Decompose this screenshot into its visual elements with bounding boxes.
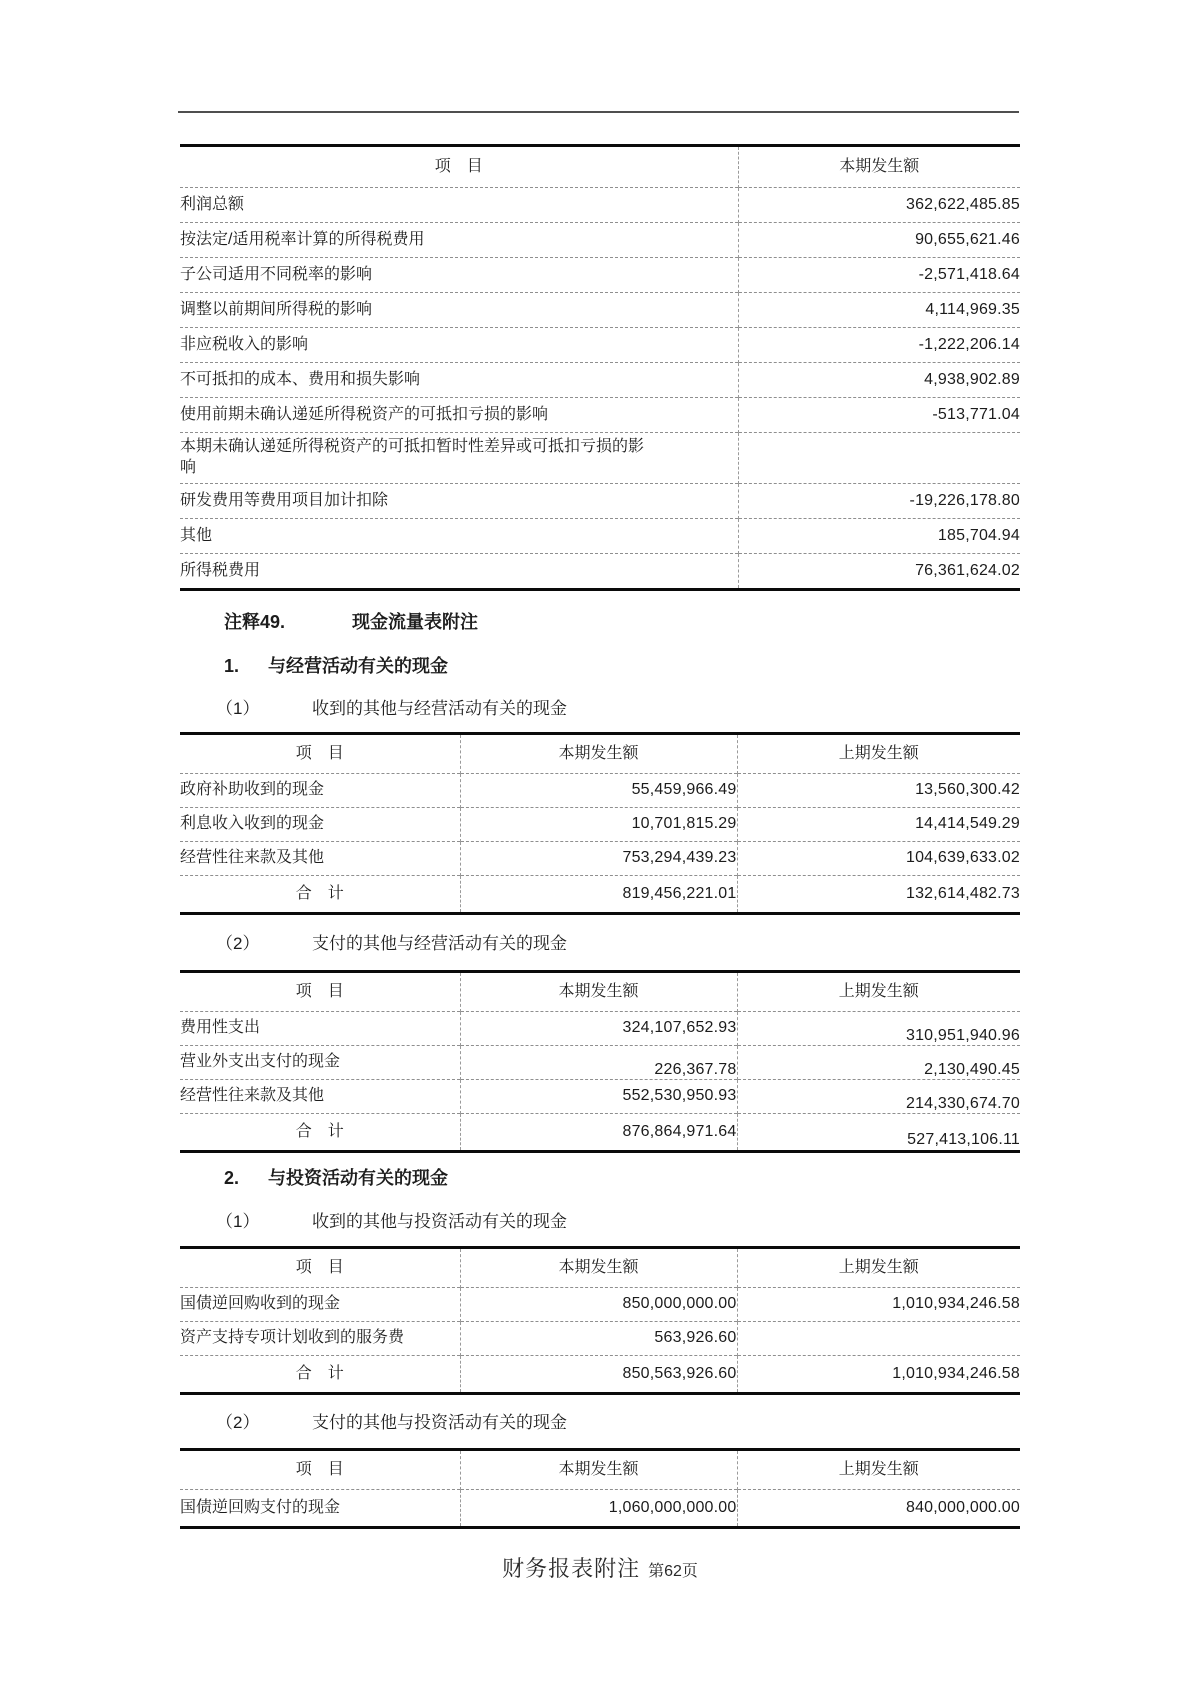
value-cell: 1,010,934,246.58 (737, 1288, 1020, 1322)
value-cell: 324,107,652.93 (460, 1012, 737, 1046)
subsection-title: 支付的其他与投资活动有关的现金 (312, 1413, 567, 1432)
table-row (180, 484, 1020, 519)
note-number: 注释49. (224, 612, 286, 632)
total-row (180, 876, 1020, 914)
value-cell: 185,704.94 (738, 519, 1020, 554)
total-row (180, 1114, 1020, 1152)
column-header-current: 本期发生额 (460, 734, 737, 774)
item-cell: 政府补助收到的现金 (180, 774, 460, 808)
section-number: 1. (224, 656, 240, 676)
value-cell: -2,571,418.64 (738, 258, 1020, 293)
value-cell: 13,560,300.42 (737, 774, 1020, 808)
item-cell: 子公司适用不同税率的影响 (180, 258, 738, 293)
table-row (180, 258, 1020, 293)
value-cell (738, 433, 1020, 484)
column-header-item: 项 目 (434, 157, 483, 175)
value-cell: 850,000,000.00 (460, 1288, 737, 1322)
table-header-row (180, 1248, 1020, 1288)
item-cell: 其他 (180, 519, 738, 554)
note-heading (180, 608, 1020, 634)
column-header-current: 本期发生额 (460, 1450, 737, 1490)
item-cell: 资产支持专项计划收到的服务费 (180, 1322, 460, 1356)
table-row (180, 188, 1020, 223)
column-header-current: 本期发生额 (460, 972, 737, 1012)
table-income-tax-reconciliation (180, 144, 1020, 591)
value-cell: 4,114,969.35 (738, 293, 1020, 328)
value-cell: 1,060,000,000.00 (460, 1490, 737, 1528)
item-cell: 不可抵扣的成本、费用和损失影响 (180, 363, 738, 398)
item-cell (180, 433, 738, 484)
subsection-title: 收到的其他与投资活动有关的现金 (312, 1212, 567, 1231)
subsection-2-1-heading (180, 1207, 1020, 1232)
column-header-current: 本期发生额 (460, 1248, 737, 1288)
value-cell: -1,222,206.14 (738, 328, 1020, 363)
section-2-heading (180, 1164, 1020, 1190)
item-cell: 所得税费用 (180, 554, 738, 590)
table-row (180, 433, 1020, 484)
subsection-number: （1） (216, 699, 260, 718)
subsection-2-2-heading (180, 1408, 1020, 1433)
item-cell: 费用性支出 (180, 1012, 460, 1046)
subsection-number: （1） (216, 1212, 260, 1231)
value-cell: 850,563,926.60 (460, 1356, 737, 1394)
table-row (180, 1012, 1020, 1046)
item-cell: 营业外支出支付的现金 (180, 1046, 460, 1080)
column-header-item: 项 目 (295, 744, 344, 762)
item-cell: 调整以前期间所得税的影响 (180, 293, 738, 328)
footer-page-number: 第62页 (648, 1563, 698, 1580)
table-header-row (180, 972, 1020, 1012)
total-label: 合 计 (180, 1356, 460, 1394)
section-title: 与投资活动有关的现金 (268, 1168, 448, 1188)
section-number: 2. (224, 1168, 240, 1188)
value-cell: 563,926.60 (460, 1322, 737, 1356)
value-cell: 819,456,221.01 (460, 876, 737, 914)
table-row (180, 1322, 1020, 1356)
table-row (180, 1490, 1020, 1528)
footer-title: 财务报表附注 (502, 1556, 641, 1581)
table-other-cash-received-operating (180, 732, 1020, 915)
value-cell: 14,414,549.29 (737, 808, 1020, 842)
value-cell: 214,330,674.70 (737, 1080, 1020, 1114)
column-header-prior: 上期发生额 (737, 1450, 1020, 1490)
subsection-1-2-heading (180, 929, 1020, 954)
table-row (180, 808, 1020, 842)
item-cell: 经营性往来款及其他 (180, 842, 460, 876)
subsection-number: （2） (216, 934, 260, 953)
value-cell: 104,639,633.02 (737, 842, 1020, 876)
column-header-prior: 上期发生额 (737, 972, 1020, 1012)
item-text: 本期未确认递延所得税资产的可抵扣暂时性差异或可抵扣亏损的影响 (180, 438, 645, 476)
value-cell: 10,701,815.29 (460, 808, 737, 842)
section-1-heading (180, 652, 1020, 678)
value-cell: 310,951,940.96 (737, 1012, 1020, 1046)
column-header-prior: 上期发生额 (737, 734, 1020, 774)
table-row (180, 554, 1020, 590)
item-cell: 使用前期未确认递延所得税资产的可抵扣亏损的影响 (180, 398, 738, 433)
column-header-prior: 上期发生额 (737, 1248, 1020, 1288)
value-cell: 90,655,621.46 (738, 223, 1020, 258)
table-row (180, 398, 1020, 433)
value-cell: -19,226,178.80 (738, 484, 1020, 519)
table-row (180, 519, 1020, 554)
value-cell: 1,010,934,246.58 (737, 1356, 1020, 1394)
item-cell: 非应税收入的影响 (180, 328, 738, 363)
value-cell: 226,367.78 (460, 1046, 737, 1080)
table-row (180, 842, 1020, 876)
item-cell: 利息收入收到的现金 (180, 808, 460, 842)
value-cell: 132,614,482.73 (737, 876, 1020, 914)
table-row (180, 363, 1020, 398)
column-header-item: 项 目 (295, 982, 344, 1000)
table-row (180, 328, 1020, 363)
item-cell: 国债逆回购支付的现金 (180, 1490, 460, 1528)
item-cell: 利润总额 (180, 188, 738, 223)
subsection-title: 收到的其他与经营活动有关的现金 (312, 699, 567, 718)
subsection-title: 支付的其他与经营活动有关的现金 (312, 934, 567, 953)
total-label: 合 计 (180, 1114, 460, 1152)
column-header-current: 本期发生额 (738, 146, 1020, 188)
item-cell: 国债逆回购收到的现金 (180, 1288, 460, 1322)
table-header-row (180, 734, 1020, 774)
value-cell: 4,938,902.89 (738, 363, 1020, 398)
value-cell: 362,622,485.85 (738, 188, 1020, 223)
value-cell: 527,413,106.11 (737, 1114, 1020, 1152)
column-header-item: 项 目 (295, 1460, 344, 1478)
section-title: 与经营活动有关的现金 (268, 656, 448, 676)
subsection-number: （2） (216, 1413, 260, 1432)
item-cell: 研发费用等费用项目加计扣除 (180, 484, 738, 519)
table-row (180, 293, 1020, 328)
table-header-row (180, 146, 1020, 188)
table-other-cash-received-investing (180, 1246, 1020, 1395)
value-cell: 55,459,966.49 (460, 774, 737, 808)
subsection-1-1-heading (180, 694, 1020, 719)
total-label: 合 计 (180, 876, 460, 914)
value-cell: -513,771.04 (738, 398, 1020, 433)
page-footer (0, 1552, 1200, 1583)
item-cell: 经营性往来款及其他 (180, 1080, 460, 1114)
value-cell (737, 1322, 1020, 1356)
value-cell: 753,294,439.23 (460, 842, 737, 876)
table-other-cash-paid-operating (180, 970, 1020, 1153)
table-header-row (180, 1450, 1020, 1490)
table-row (180, 1288, 1020, 1322)
column-header-item: 项 目 (295, 1258, 344, 1276)
table-other-cash-paid-investing (180, 1448, 1020, 1529)
page-header-rule (178, 111, 1019, 113)
table-row (180, 1080, 1020, 1114)
table-row (180, 1046, 1020, 1080)
value-cell: 2,130,490.45 (737, 1046, 1020, 1080)
item-cell: 按法定/适用税率计算的所得税费用 (180, 223, 738, 258)
value-cell: 876,864,971.64 (460, 1114, 737, 1152)
value-cell: 76,361,624.02 (738, 554, 1020, 590)
value-cell: 840,000,000.00 (737, 1490, 1020, 1528)
value-cell: 552,530,950.93 (460, 1080, 737, 1114)
table-row (180, 774, 1020, 808)
table-row (180, 223, 1020, 258)
note-title: 现金流量表附注 (352, 612, 478, 632)
total-row (180, 1356, 1020, 1394)
